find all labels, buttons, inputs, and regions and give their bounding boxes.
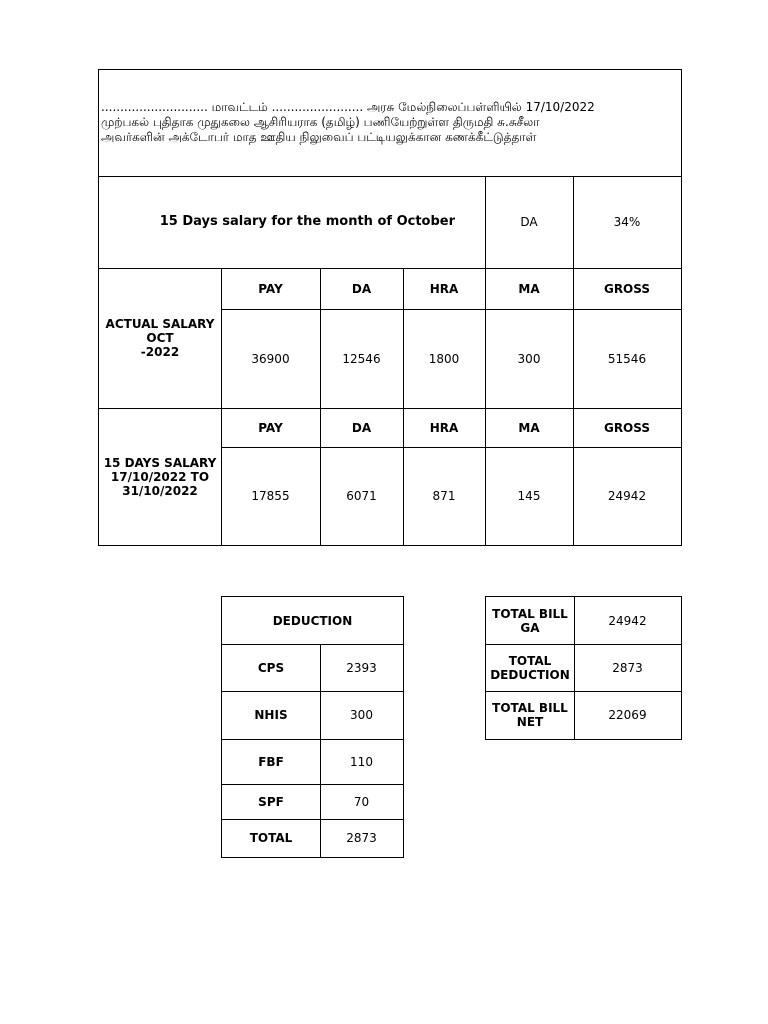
salary-table <box>98 69 682 546</box>
actual-header-ma: MA <box>518 281 540 296</box>
fifteen-header-hra: HRA <box>429 420 459 435</box>
da-label: DA <box>520 215 538 229</box>
deduction-label-spf: SPF <box>258 794 284 809</box>
fifteen-header-gross: GROSS <box>603 420 651 435</box>
actual-header-gross: GROSS <box>603 281 651 296</box>
fifteen-days-label: 15 DAYS SALARY 17/10/2022 TO 31/10/2022 <box>103 455 217 498</box>
fifteen-value-da: 6071 <box>346 489 377 503</box>
deduction-table <box>221 596 404 858</box>
actual-value-gross: 51546 <box>607 351 647 366</box>
actual-value-da: 12546 <box>342 351 381 366</box>
total-deduction-value: 2873 <box>612 660 643 675</box>
salary-title: 15 Days salary for the month of October <box>159 214 455 229</box>
deduction-label-total: TOTAL <box>249 831 293 845</box>
fifteen-header-pay: PAY <box>258 420 283 435</box>
deduction-value-fbf: 110 <box>350 754 373 769</box>
actual-header-da: DA <box>351 281 372 296</box>
deduction-label-fbf: FBF <box>258 754 284 769</box>
total-bill-net-value: 22069 <box>608 708 647 722</box>
totals-table <box>485 596 682 740</box>
deduction-value-nhis: 300 <box>350 708 373 722</box>
actual-value-hra: 1800 <box>428 351 460 366</box>
da-percent: 34% <box>613 215 641 229</box>
fifteen-value-ma: 145 <box>517 489 541 503</box>
fifteen-value-hra: 871 <box>432 489 456 503</box>
deduction-value-cps: 2393 <box>346 660 377 675</box>
document-header <box>101 100 676 145</box>
actual-header-pay: PAY <box>258 281 283 296</box>
fifteen-value-pay: 17855 <box>251 489 290 503</box>
actual-value-pay: 36900 <box>251 351 290 366</box>
actual-value-ma: 300 <box>517 351 541 366</box>
total-bill-ga-value: 24942 <box>608 613 647 628</box>
deduction-value-total: 2873 <box>346 831 377 845</box>
deduction-label-nhis: NHIS <box>254 708 288 722</box>
fifteen-header-ma: MA <box>518 420 540 435</box>
header-line-2: முற்பகல் புதிதாக முதுகலை ஆசிரியராக (தமிழ்) பணியேற்றுள்ள திருமதி சு.சுசீலா <box>101 115 540 129</box>
fifteen-value-gross: 24942 <box>607 489 647 503</box>
deduction-title: DEDUCTION <box>272 613 353 628</box>
total-bill-ga-label: TOTAL BILL GA <box>492 606 568 635</box>
actual-salary-label: ACTUAL SALARY OCT -2022 <box>105 317 215 359</box>
total-bill-net-label: TOTAL BILL NET <box>492 701 568 729</box>
actual-header-hra: HRA <box>429 281 459 296</box>
header-line-1: ............................ மாவட்டம் ........................ அரசு மேல்நிலைப்பள்ளியில் 17/10/2022 <box>101 100 595 114</box>
header-line-3: அவர்களின் அக்டோபர் மாத ஊதிய நிலுவைப் பட்டியலுக்கான கணக்கீட்டுத்தாள் <box>101 130 537 144</box>
fifteen-header-da: DA <box>351 420 372 435</box>
deduction-label-cps: CPS <box>257 660 285 675</box>
deduction-value-spf: 70 <box>353 794 370 809</box>
total-deduction-label: TOTAL DEDUCTION <box>490 653 570 682</box>
